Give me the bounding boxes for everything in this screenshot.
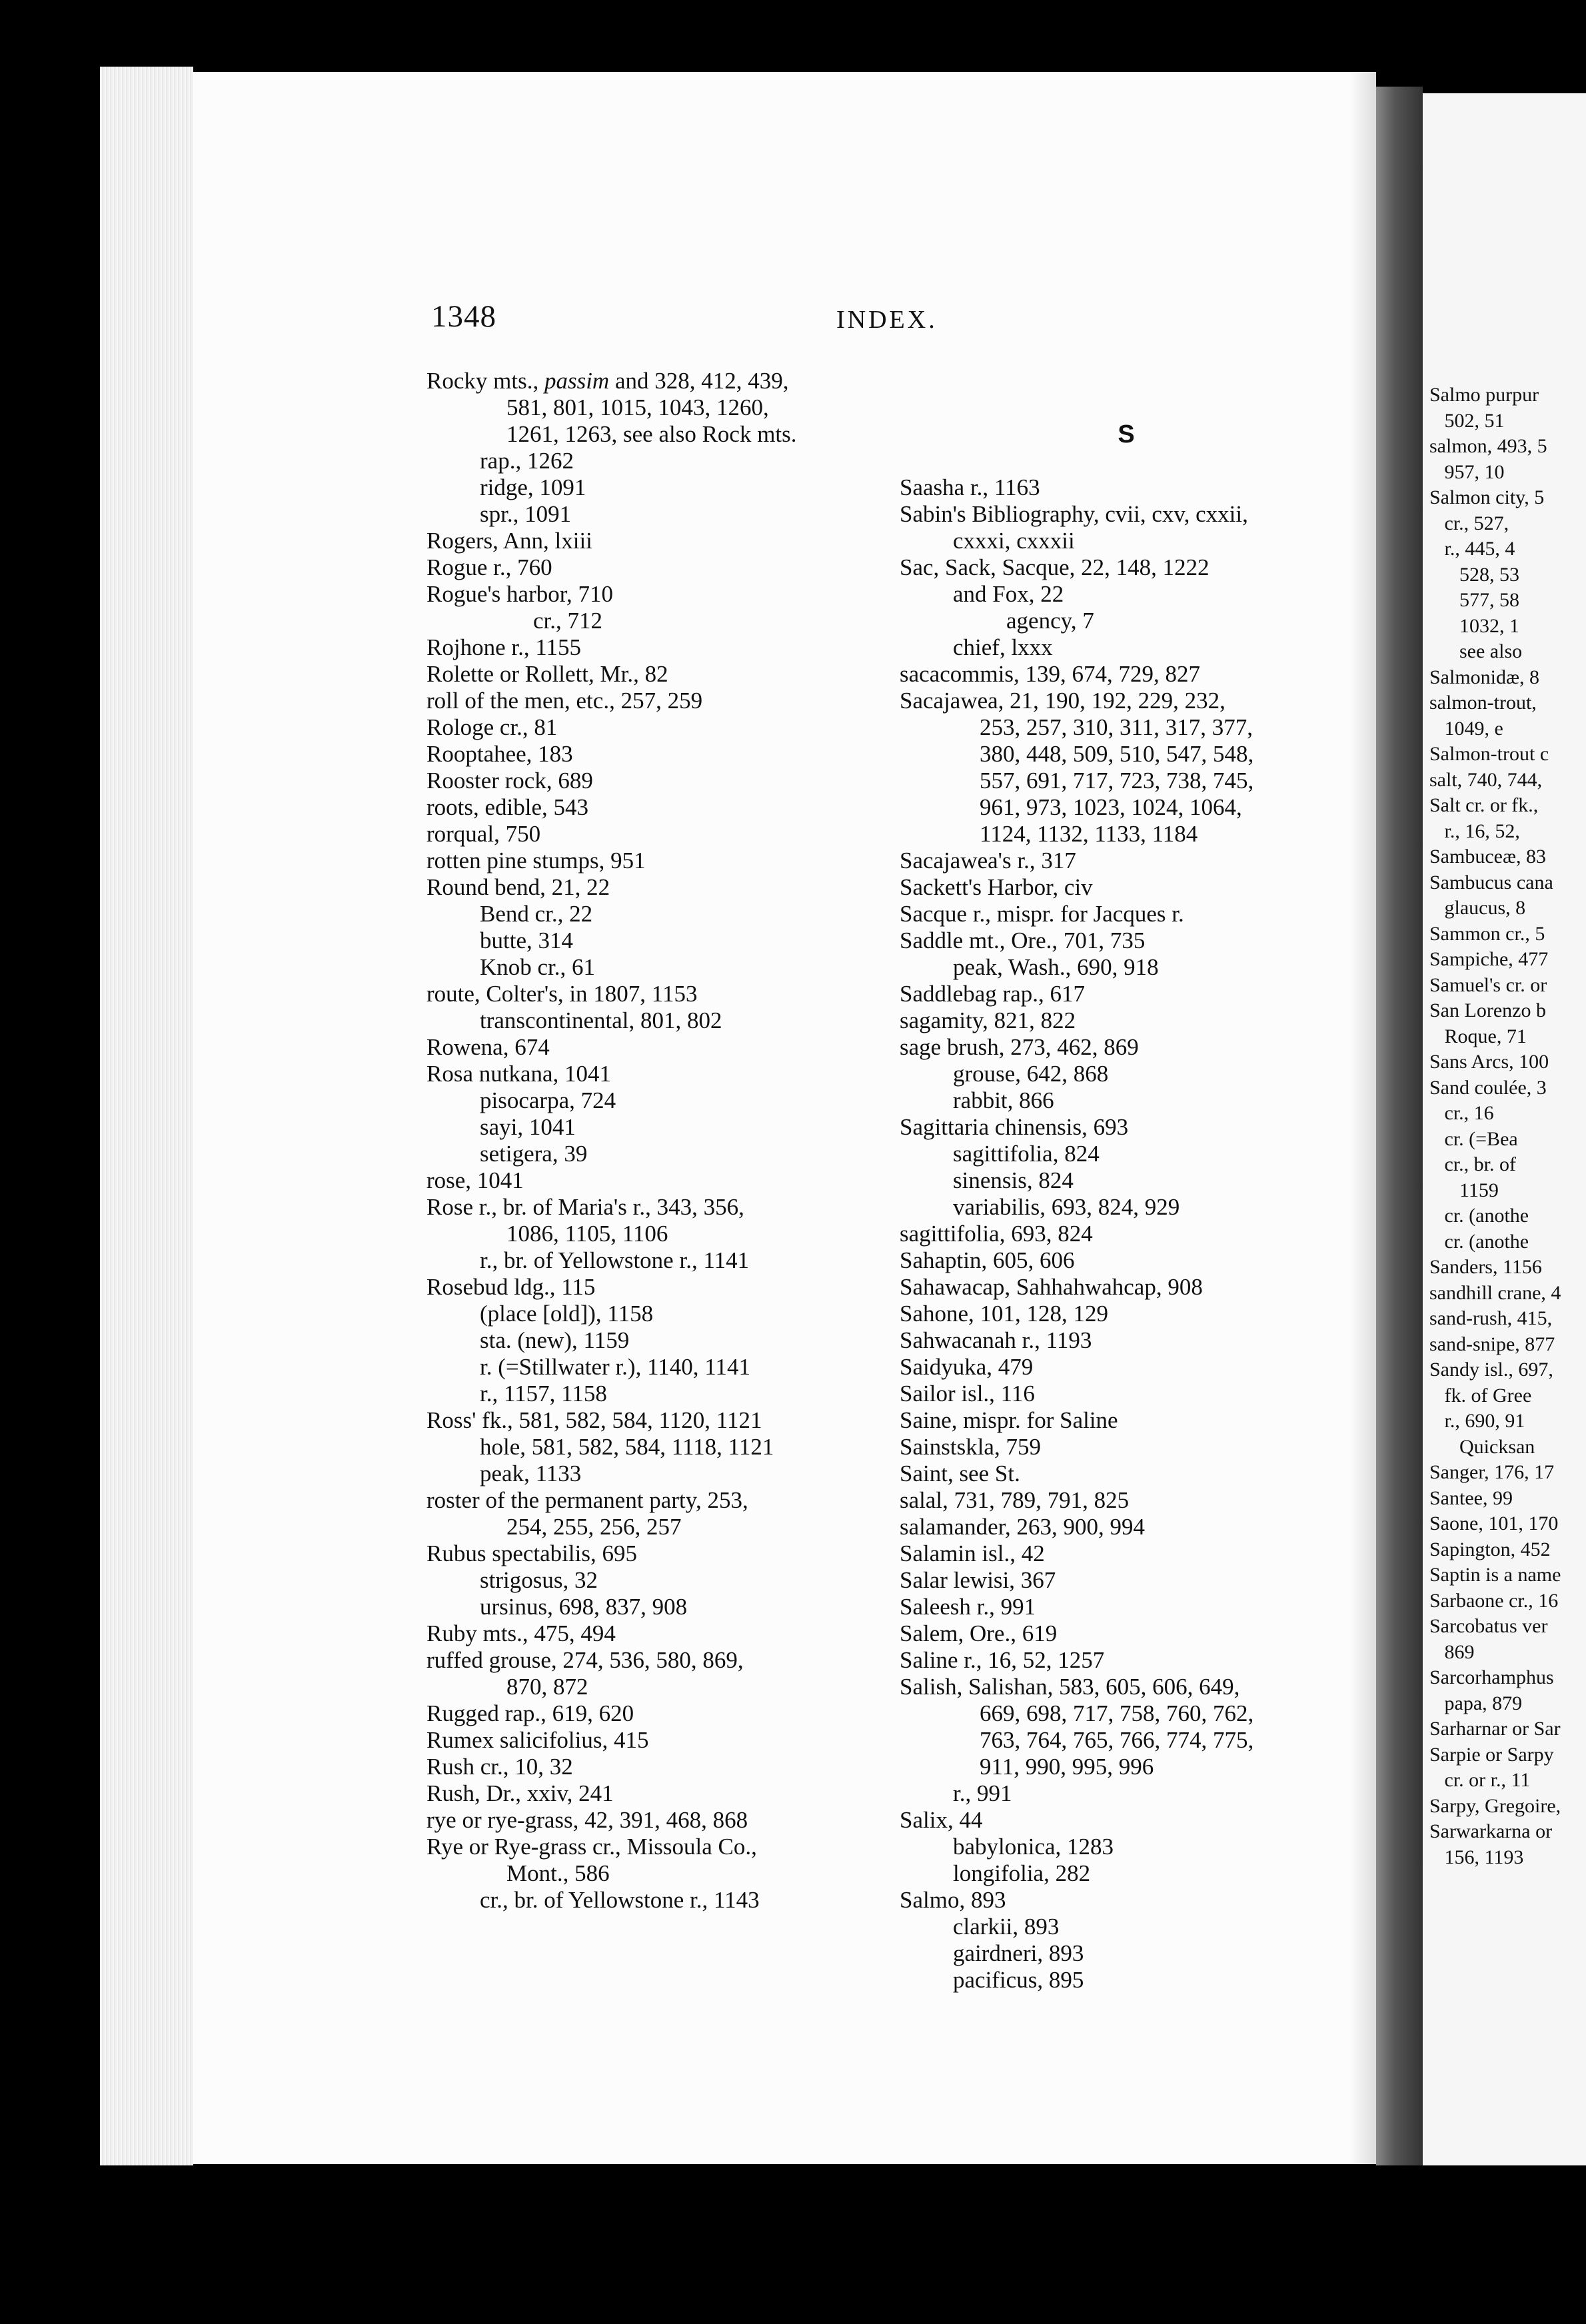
facing-index-entry: papa, 879 — [1429, 1692, 1523, 1714]
index-entry: Rooster rock, 689 — [426, 768, 593, 794]
index-entry: Ruby mts., 475, 494 — [426, 1620, 616, 1646]
facing-index-entry: Sambucus cana — [1429, 871, 1553, 893]
index-entry: 253, 257, 310, 311, 317, 377, — [980, 714, 1253, 740]
index-entry: Rugged rap., 619, 620 — [426, 1700, 634, 1726]
index-entry: Rogers, Ann, lxiii — [426, 528, 592, 554]
facing-index-entry: Sapington, 452 — [1429, 1538, 1551, 1560]
facing-index-entry: Sanders, 1156 — [1429, 1256, 1542, 1278]
index-entry: peak, 1133 — [480, 1460, 582, 1486]
index-entry: Rose r., br. of Maria's r., 343, 356, — [426, 1194, 744, 1220]
index-entry: salamander, 263, 900, 994 — [900, 1514, 1145, 1540]
facing-page-column — [1429, 382, 1561, 1870]
index-entry: Salamin isl., 42 — [900, 1540, 1045, 1566]
page-stack-edges — [100, 67, 193, 2165]
index-entry: pacificus, 895 — [953, 1967, 1084, 1993]
index-entry: spr., 1091 — [480, 501, 572, 527]
index-entry: roll of the men, etc., 257, 259 — [426, 688, 703, 714]
index-entry: sta. (new), 1159 — [480, 1327, 630, 1353]
facing-index-entry: 957, 10 — [1429, 460, 1505, 483]
index-entry: Round bend, 21, 22 — [426, 874, 610, 900]
index-entry: Sacajawea's r., 317 — [900, 848, 1076, 873]
facing-index-entry: Salt cr. or fk., — [1429, 794, 1539, 816]
facing-index-entry: Quicksan — [1429, 1435, 1535, 1458]
facing-index-entry: sand-snipe, 877 — [1429, 1333, 1555, 1355]
index-entry: Sahone, 101, 128, 129 — [900, 1301, 1109, 1327]
index-entry: Salmo, 893 — [900, 1887, 1006, 1913]
facing-index-entry: 1049, e — [1429, 717, 1503, 740]
index-entry: sinensis, 824 — [953, 1167, 1074, 1193]
index-entry: pisocarpa, 724 — [480, 1087, 616, 1113]
running-title: INDEX. — [836, 306, 938, 334]
index-entry: hole, 581, 582, 584, 1118, 1121 — [480, 1434, 774, 1460]
index-entry: Salar lewisi, 367 — [900, 1567, 1056, 1593]
index-entry: roster of the permanent party, 253, — [426, 1487, 748, 1513]
index-entry: Sainstskla, 759 — [900, 1434, 1041, 1460]
facing-index-entry: Saone, 101, 170 — [1429, 1512, 1559, 1534]
index-entry: Sahaptin, 605, 606 — [900, 1247, 1075, 1273]
facing-index-entry: r., 445, 4 — [1429, 538, 1515, 560]
index-entry: Saleesh r., 991 — [900, 1594, 1036, 1620]
index-entry: babylonica, 1283 — [953, 1834, 1114, 1860]
index-entry: Rosebud ldg., 115 — [426, 1274, 596, 1300]
facing-index-entry: 528, 53 — [1429, 563, 1519, 586]
index-entry: 763, 764, 765, 766, 774, 775, — [980, 1727, 1254, 1753]
index-entry: gairdneri, 893 — [953, 1940, 1084, 1966]
facing-index-entry: Sarharnar or Sar — [1429, 1718, 1561, 1740]
index-entry: Salish, Salishan, 583, 605, 606, 649, — [900, 1674, 1240, 1700]
facing-index-entry: sandhill crane, 4 — [1429, 1281, 1561, 1304]
index-entry: Rush cr., 10, 32 — [426, 1754, 573, 1780]
index-entry: setigera, 39 — [480, 1141, 588, 1167]
index-entry: Sahwacanah r., 1193 — [900, 1327, 1092, 1353]
index-entry: longifolia, 282 — [953, 1860, 1091, 1886]
index-entry: Sagittaria chinensis, 693 — [900, 1114, 1129, 1140]
facing-index-entry: salmon-trout, — [1429, 692, 1537, 714]
index-entry: Rumex salicifolius, 415 — [426, 1727, 649, 1753]
facing-index-entry: Salmon city, 5 — [1429, 486, 1545, 508]
index-entry: Sacque r., mispr. for Jacques r. — [900, 901, 1184, 927]
index-entry: clarkii, 893 — [953, 1914, 1060, 1940]
facing-index-entry: salmon, 493, 5 — [1429, 435, 1547, 457]
index-entry: rabbit, 866 — [953, 1087, 1054, 1113]
index-entry: sage brush, 273, 462, 869 — [900, 1034, 1139, 1060]
index-entry: Saint, see St. — [900, 1460, 1020, 1486]
index-entry: cxxxi, cxxxii — [953, 528, 1075, 554]
facing-index-entry: Sambuceæ, 83 — [1429, 846, 1546, 868]
italic-passim: passim — [544, 368, 610, 394]
index-entry: transcontinental, 801, 802 — [480, 1007, 722, 1033]
index-entry: Sackett's Harbor, civ — [900, 874, 1093, 900]
index-entry: Sabin's Bibliography, cvii, cxv, cxxii, — [900, 501, 1248, 527]
index-entry: Sahawacap, Sahhahwahcap, 908 — [900, 1274, 1203, 1300]
facing-index-entry: Sarwarkarna or — [1429, 1820, 1553, 1842]
index-entry: Rubus spectabilis, 695 — [426, 1540, 637, 1566]
facing-index-entry: cr. or r., 11 — [1429, 1769, 1531, 1791]
index-entry: butte, 314 — [480, 927, 573, 953]
index-entry: Rowena, 674 — [426, 1034, 550, 1060]
facing-index-entry: cr. (anothe — [1429, 1205, 1529, 1227]
facing-index-entry: Salmo purpur — [1429, 384, 1539, 406]
index-entry: route, Colter's, in 1807, 1153 — [426, 981, 698, 1007]
index-entry: Saddlebag rap., 617 — [900, 981, 1085, 1007]
facing-index-entry: salt, 740, 744, — [1429, 768, 1543, 791]
index-entry: Knob cr., 61 — [480, 954, 596, 980]
facing-index-entry: see also — [1429, 640, 1523, 662]
facing-index-entry: fk. of Gree — [1429, 1384, 1532, 1407]
index-entry: variabilis, 693, 824, 929 — [953, 1194, 1180, 1220]
facing-index-entry: glaucus, 8 — [1429, 897, 1526, 919]
index-entry: cr., br. of Yellowstone r., 1143 — [480, 1887, 760, 1913]
facing-index-entry: Sarpie or Sarpy — [1429, 1743, 1554, 1766]
index-entry: rap., 1262 — [480, 448, 574, 474]
index-entry: sagittifolia, 693, 824 — [900, 1221, 1093, 1247]
index-entry: Saline r., 16, 52, 1257 — [900, 1647, 1105, 1673]
section-letter: S — [1118, 420, 1135, 448]
index-entry: rose, 1041 — [426, 1167, 524, 1193]
facing-index-entry: 156, 1193 — [1429, 1846, 1524, 1868]
index-entry: chief, lxxx — [953, 634, 1053, 660]
index-entry: Salix, 44 — [900, 1807, 983, 1833]
index-entry: Rocky mts., passim and 328, 412, 439, — [426, 368, 789, 394]
facing-index-entry: Sampiche, 477 — [1429, 948, 1549, 970]
index-entry: ridge, 1091 — [480, 474, 586, 500]
facing-index-entry: sand-rush, 415, — [1429, 1307, 1553, 1329]
index-entry: and Fox, 22 — [953, 581, 1064, 607]
facing-index-entry: Sanger, 176, 17 — [1429, 1461, 1555, 1483]
index-entry: agency, 7 — [1006, 608, 1094, 634]
index-entry: Rush, Dr., xxiv, 241 — [426, 1780, 614, 1806]
index-column-right — [900, 368, 1353, 1994]
index-entry: Rooptahee, 183 — [426, 741, 573, 767]
index-entry: ruffed grouse, 274, 536, 580, 869, — [426, 1647, 744, 1673]
facing-index-entry: Sand coulée, 3 — [1429, 1076, 1547, 1099]
index-entry: rorqual, 750 — [426, 821, 541, 847]
facing-index-entry: 577, 58 — [1429, 589, 1519, 611]
facing-index-entry: Sammon cr., 5 — [1429, 922, 1545, 945]
index-entry: 254, 255, 256, 257 — [506, 1514, 682, 1540]
facing-index-entry: Sarcobatus ver — [1429, 1615, 1548, 1637]
index-entry: grouse, 642, 868 — [953, 1061, 1109, 1087]
index-entry: 961, 973, 1023, 1024, 1064, — [980, 794, 1242, 820]
index-entry: salal, 731, 789, 791, 825 — [900, 1487, 1130, 1513]
index-entry: Rojhone r., 1155 — [426, 634, 582, 660]
index-entry: Saine, mispr. for Saline — [900, 1407, 1118, 1433]
index-column-left — [426, 368, 797, 1914]
facing-index-entry: Salmon-trout c — [1429, 743, 1549, 765]
index-entry: Ross' fk., 581, 582, 584, 1120, 1121 — [426, 1407, 762, 1433]
facing-index-entry: Salmonidæ, 8 — [1429, 666, 1540, 688]
facing-index-entry: cr. (anothe — [1429, 1230, 1529, 1253]
facing-index-entry: cr., 16 — [1429, 1102, 1494, 1124]
facing-index-entry: Sarpy, Gregoire, — [1429, 1794, 1561, 1817]
index-entry: 380, 448, 509, 510, 547, 548, — [980, 741, 1254, 767]
index-entry: Saddle mt., Ore., 701, 735 — [900, 927, 1146, 953]
facing-index-entry: Sandy isl., 697, — [1429, 1359, 1553, 1381]
facing-index-entry: Sarcorhamphus — [1429, 1666, 1554, 1688]
index-entry: Sacajawea, 21, 190, 192, 229, 232, — [900, 688, 1225, 714]
index-entry: Salem, Ore., 619 — [900, 1620, 1058, 1646]
index-entry: 1261, 1263, see also Rock mts. — [506, 421, 797, 447]
facing-index-entry: Roque, 71 — [1429, 1025, 1527, 1047]
facing-index-entry: 869 — [1429, 1640, 1475, 1663]
index-entry: sagittifolia, 824 — [953, 1141, 1100, 1167]
facing-index-entry: San Lorenzo b — [1429, 999, 1546, 1021]
index-entry: peak, Wash., 690, 918 — [953, 954, 1159, 980]
facing-index-entry: Santee, 99 — [1429, 1486, 1513, 1509]
index-entry: 557, 691, 717, 723, 738, 745, — [980, 768, 1254, 794]
index-entry: 1086, 1105, 1106 — [506, 1221, 668, 1247]
index-entry: rye or rye-grass, 42, 391, 468, 868 — [426, 1807, 748, 1833]
facing-index-entry: cr., 527, — [1429, 512, 1509, 534]
index-entry: cr., 712 — [533, 608, 603, 634]
index-entry: Bend cr., 22 — [480, 901, 593, 927]
index-entry: Saidyuka, 479 — [900, 1354, 1034, 1380]
facing-index-entry: Saptin is a name — [1429, 1564, 1561, 1586]
gutter-shadow — [1349, 72, 1376, 2164]
index-entry: 1124, 1132, 1133, 1184 — [980, 821, 1198, 847]
index-entry: strigosus, 32 — [480, 1567, 598, 1593]
index-entry: 870, 872 — [506, 1674, 588, 1700]
index-entry: ursinus, 698, 837, 908 — [480, 1594, 688, 1620]
facing-index-entry: r., 690, 91 — [1429, 1410, 1525, 1432]
index-entry: Rogue's harbor, 710 — [426, 581, 613, 607]
facing-index-entry: 1159 — [1429, 1179, 1499, 1201]
facing-index-entry: Sans Arcs, 100 — [1429, 1051, 1549, 1073]
page-number: 1348 — [431, 299, 496, 334]
index-entry: Rosa nutkana, 1041 — [426, 1061, 612, 1087]
facing-index-entry: cr., br. of — [1429, 1153, 1516, 1175]
index-entry: r., br. of Yellowstone r., 1141 — [480, 1247, 750, 1273]
index-entry: Rologe cr., 81 — [426, 714, 558, 740]
index-entry: Sac, Sack, Sacque, 22, 148, 1222 — [900, 554, 1209, 580]
index-entry: r. (=Stillwater r.), 1140, 1141 — [480, 1354, 750, 1380]
index-entry: r., 991 — [953, 1780, 1012, 1806]
index-entry: Rolette or Rollett, Mr., 82 — [426, 661, 668, 687]
facing-index-entry: cr. (=Bea — [1429, 1127, 1518, 1150]
book-spine — [1376, 87, 1423, 2165]
index-entry: Rye or Rye-grass cr., Missoula Co., — [426, 1834, 757, 1860]
index-entry: sayi, 1041 — [480, 1114, 576, 1140]
index-entry: 581, 801, 1015, 1043, 1260, — [506, 394, 769, 420]
index-entry: roots, edible, 543 — [426, 794, 589, 820]
index-entry: sacacommis, 139, 674, 729, 827 — [900, 661, 1201, 687]
index-entry: 669, 698, 717, 758, 760, 762, — [980, 1700, 1254, 1726]
facing-index-entry: 502, 51 — [1429, 409, 1505, 432]
index-entry: 911, 990, 995, 996 — [980, 1754, 1154, 1780]
index-entry: Saasha r., 1163 — [900, 474, 1040, 500]
index-entry: rotten pine stumps, 951 — [426, 848, 646, 873]
facing-index-entry: r., 16, 52, — [1429, 820, 1520, 842]
facing-index-entry: Samuel's cr. or — [1429, 973, 1547, 996]
index-entry: Sailor isl., 116 — [900, 1381, 1035, 1407]
index-entry: (place [old]), 1158 — [480, 1301, 654, 1327]
index-entry: sagamity, 821, 822 — [900, 1007, 1076, 1033]
index-entry: Mont., 586 — [506, 1860, 610, 1886]
index-entry: r., 1157, 1158 — [480, 1381, 607, 1407]
facing-index-entry: 1032, 1 — [1429, 614, 1519, 637]
index-entry: Rogue r., 760 — [426, 554, 552, 580]
facing-index-entry: Sarbaone cr., 16 — [1429, 1589, 1559, 1612]
